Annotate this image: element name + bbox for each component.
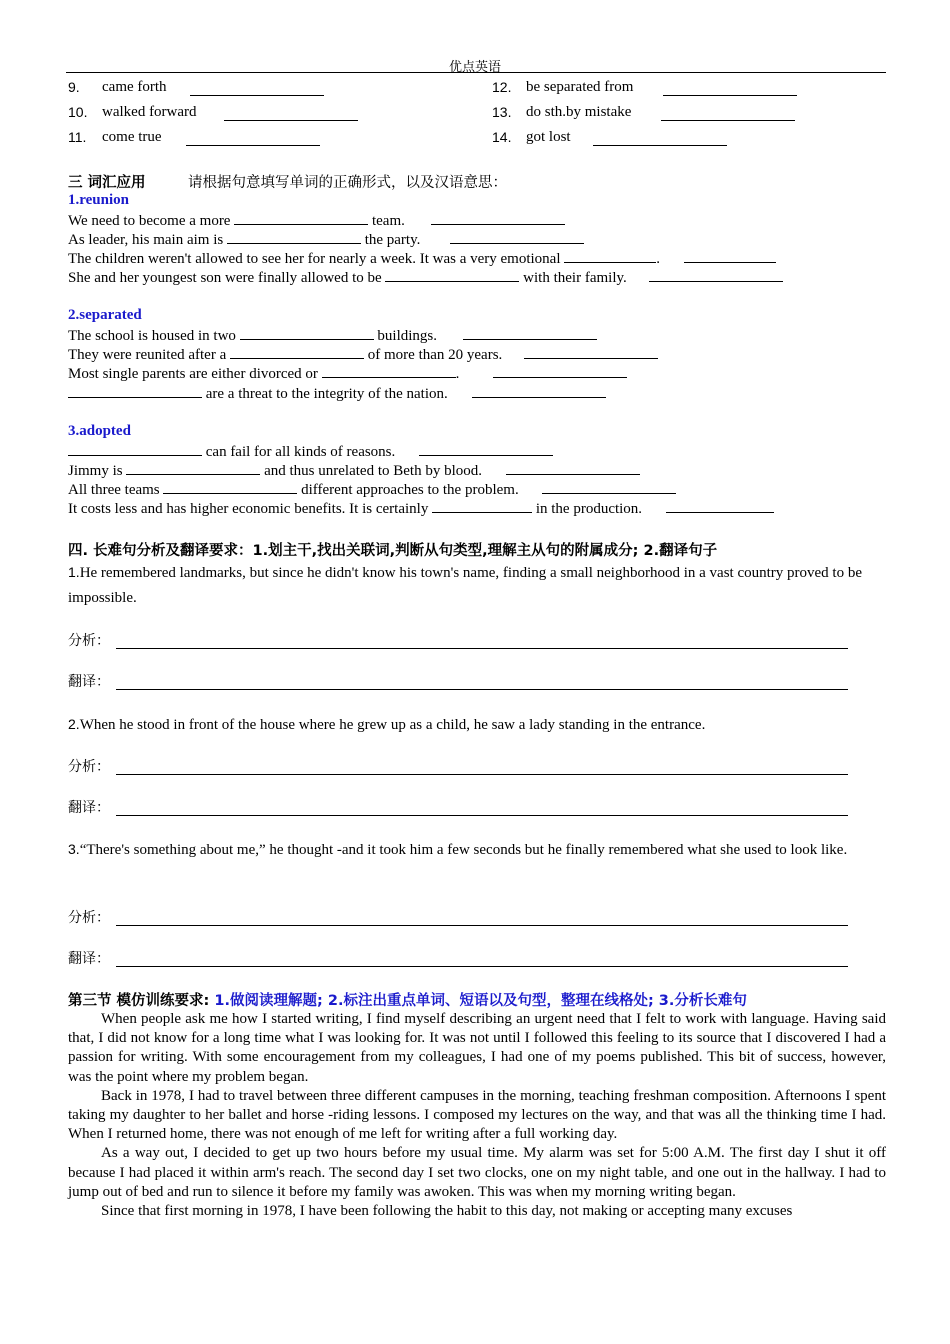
sentence-start: The school is housed in two: [68, 328, 236, 344]
phrase-item-12: [492, 79, 634, 97]
sentence-end: and thus unrelated to Beth by blood.: [264, 463, 482, 479]
translation-line[interactable]: [116, 815, 848, 816]
phrase-item-11: [68, 129, 162, 147]
sentence-end: of more than 20 years.: [367, 347, 503, 363]
vocab-line: [68, 211, 565, 230]
sentence-end: .: [656, 251, 660, 267]
phrase-item-14: [492, 129, 571, 147]
sentence-end: with their family.: [523, 270, 627, 286]
vocab-line: [68, 480, 676, 499]
meaning-blank[interactable]: [542, 480, 676, 494]
sentence-number: 3.: [68, 841, 80, 857]
sentence-start: All three teams: [68, 482, 160, 498]
word-blank[interactable]: [432, 499, 532, 513]
vocab-line: [68, 364, 627, 383]
phrase-text: do sth.by mistake: [526, 104, 632, 120]
translation-line[interactable]: [116, 689, 848, 690]
section4-title: 四. 长难句分析及翻译要求：1.划主干,找出关联词,判断从句类型,理解主从句的附属成分; 2.翻译句子: [68, 543, 718, 559]
sentence-start: It costs less and has higher economic benefits. It is certainly: [68, 501, 429, 517]
sentence-end: are a threat to the integrity of the nation.: [205, 386, 448, 402]
meaning-blank[interactable]: [666, 499, 774, 513]
phrase-number: 14.: [492, 129, 512, 145]
phrase-number: 13.: [492, 104, 512, 120]
sentence-start: She and her youngest son were finally allowed to be: [68, 270, 382, 286]
analysis-label: 分析：: [68, 759, 110, 775]
meaning-blank[interactable]: [463, 326, 597, 340]
translation-label: 翻译：: [68, 951, 110, 967]
sentence-end: in the production.: [535, 501, 643, 517]
meaning-blank[interactable]: [419, 442, 553, 456]
sentence-text: “There's something about me,” he thought -and it took him a few seconds but he finally remembered what she used to look like.: [79, 842, 848, 858]
phrase-text: walked forward: [102, 104, 197, 120]
page-header: 优点英语: [448, 60, 501, 75]
vocab-line: [68, 499, 774, 518]
meaning-blank[interactable]: [431, 211, 565, 225]
answer-blank[interactable]: [661, 107, 795, 121]
phrase-item-10: [68, 104, 197, 122]
phrase-text: come true: [102, 129, 162, 145]
answer-blank[interactable]: [663, 82, 797, 96]
word-blank[interactable]: [564, 249, 656, 263]
analysis-line[interactable]: [116, 925, 848, 926]
section3-title: 三 词汇应用: [68, 175, 146, 191]
word-blank[interactable]: [126, 461, 260, 475]
sentence-end: .: [455, 366, 460, 382]
analysis-line[interactable]: [116, 774, 848, 775]
answer-blank[interactable]: [186, 132, 320, 146]
reading-passage: [68, 1010, 886, 1221]
sentence-text: When he stood in front of the house where he grew up as a child, he saw a lady standing in the entrance.: [79, 717, 706, 733]
vocab-line: [68, 384, 606, 403]
sentence-end: team.: [371, 213, 405, 229]
sentence-start: The children weren't allowed to see her for nearly a week. It was a very emotional: [68, 251, 561, 267]
passage-paragraph: As a way out, I decided to get up two hours before my usual time. My alarm was set for 5:00 A.M. The first day I shut it off because I had placed it within arm's reach. The second day I set two clocks, one on my night table, and one out in the hallway. I had to jump out of bed and run to silence it before my family was awoken. This was when my morning writing began.: [68, 1145, 886, 1200]
vocab-word-reunion: 1.reunion: [68, 192, 129, 208]
word-blank[interactable]: [230, 345, 364, 359]
word-blank[interactable]: [68, 384, 202, 398]
translation-line[interactable]: [116, 966, 848, 967]
sentence-text: He remembered landmarks, but since he didn't know his town's name, finding a small neighborhood in a vast country proved to be impossible.: [68, 565, 863, 606]
phrase-number: 10.: [68, 104, 88, 120]
long-sentence-3: [68, 837, 878, 863]
meaning-blank[interactable]: [472, 384, 606, 398]
answer-blank[interactable]: [593, 132, 727, 146]
vocab-word-separated: 2.separated: [68, 307, 142, 323]
sentence-number: 1.: [68, 564, 80, 580]
passage-paragraph: Since that first morning in 1978, I have been following the habit to this day, not making or accepting many excuses: [101, 1203, 793, 1220]
long-sentence-2: [68, 712, 878, 738]
word-blank[interactable]: [163, 480, 297, 494]
phrase-text: be separated from: [526, 79, 634, 95]
sentence-end: different approaches to the problem.: [301, 482, 519, 498]
phrase-number: 12.: [492, 79, 512, 95]
phrase-item-13: [492, 104, 632, 122]
section5-requirements: 1.做阅读理解题; 2.标注出重点单词、短语以及句型，整理在线格处; 3.分析长难句: [214, 993, 747, 1009]
meaning-blank[interactable]: [649, 268, 783, 282]
phrase-text: came forth: [102, 79, 167, 95]
answer-blank[interactable]: [190, 82, 324, 96]
section3-instruction: 请根据句意填写单词的正确形式，以及汉语意思：: [188, 175, 507, 191]
passage-paragraph: Back in 1978, I had to travel between three different campuses in the morning, teaching freshman composition. Afternoons I spent taking my daughter to her ballet and horse -riding lessons. I composed my lectures on the way, and that was all the thinking time I had. When I returned home, there was not enough of me left for writing after a full working day.: [68, 1087, 886, 1143]
meaning-blank[interactable]: [493, 364, 627, 378]
meaning-blank[interactable]: [524, 345, 658, 359]
analysis-label: 分析：: [68, 910, 110, 926]
meaning-blank[interactable]: [450, 230, 584, 244]
section5-title: [68, 989, 747, 1010]
word-blank[interactable]: [234, 211, 368, 225]
meaning-blank[interactable]: [506, 461, 640, 475]
vocab-line: [68, 461, 640, 480]
word-blank[interactable]: [322, 364, 456, 378]
sentence-start: Most single parents are either divorced or: [68, 366, 318, 382]
vocab-line: [68, 268, 783, 287]
header-rule: [66, 72, 886, 73]
analysis-line[interactable]: [116, 648, 848, 649]
passage-paragraph: When people ask me how I started writing, I find myself describing an urgent need that I felt to work with language. Having said that, I did not know for a long time what I was looking for. It was not until I followed this feeling to its source that I discovered I had a passion for writing. With some encouragement from my colleagues, I had one of my poems published. This bit of success, however, was the point where my problem began.: [68, 1011, 886, 1085]
vocab-line: [68, 326, 597, 345]
vocab-line: [68, 249, 776, 268]
translation-label: 翻译：: [68, 674, 110, 690]
sentence-end: can fail for all kinds of reasons.: [205, 444, 396, 460]
sentence-number: 2.: [68, 716, 80, 732]
phrase-number: 11.: [68, 129, 87, 145]
sentence-start: As leader, his main aim is: [68, 232, 224, 248]
section5-title-label: 第三节 模仿训练要求:: [68, 993, 215, 1009]
phrase-item-9: [68, 79, 167, 97]
sentence-start: We need to become a more: [68, 213, 231, 229]
word-blank[interactable]: [227, 230, 361, 244]
vocab-line: [68, 230, 584, 249]
sentence-start: Jimmy is: [68, 463, 123, 479]
vocab-line: [68, 442, 553, 461]
sentence-start: They were reunited after a: [68, 347, 227, 363]
phrase-text: got lost: [526, 129, 571, 145]
analysis-label: 分析：: [68, 633, 110, 649]
sentence-end: buildings.: [377, 328, 437, 344]
answer-blank[interactable]: [224, 107, 358, 121]
sentence-end: the party.: [364, 232, 421, 248]
vocab-line: [68, 345, 658, 364]
phrase-number: 9.: [68, 79, 80, 95]
word-blank[interactable]: [240, 326, 374, 340]
word-blank[interactable]: [385, 268, 519, 282]
meaning-blank[interactable]: [684, 249, 776, 263]
vocab-word-adopted: 3.adopted: [68, 423, 131, 439]
translation-label: 翻译：: [68, 800, 110, 816]
word-blank[interactable]: [68, 442, 202, 456]
long-sentence-1: [68, 560, 878, 610]
